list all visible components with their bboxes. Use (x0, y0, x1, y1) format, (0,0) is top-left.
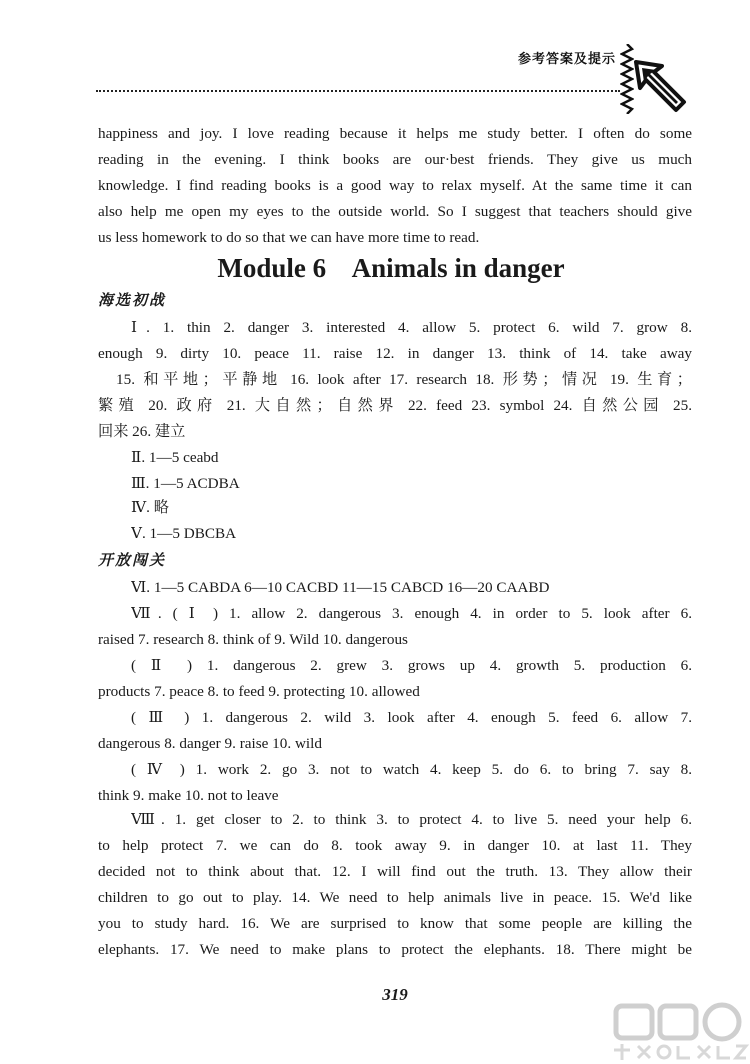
answer-line: Ⅵ. 1—5 CABDA 6—10 CACBD 11—15 CABCD 16—20 CAABD (131, 579, 550, 596)
page-number: 319 (382, 985, 408, 1004)
module-title: Module 6 Animals in danger (217, 253, 565, 283)
answer-line: enough 9. dirty 10. peace 11. raise 12. in danger 13. think of 14. take away (98, 345, 692, 362)
intro-line: happiness and joy. I love reading because it helps me study better. I often do some (98, 125, 692, 142)
answer-line: Ⅷ. 1. get closer to 2. to think 3. to protect 4. to live 5. need your help 6. (131, 811, 692, 828)
intro-line: us less homework to do so that we can have more time to read. (98, 229, 480, 246)
intro-line: also help me open my eyes to the outside world. So I suggest that teachers should give (98, 203, 692, 220)
answer-line: Ⅴ. 1—5 DBCBA (131, 525, 237, 542)
answer-line: you to study hard. 16. We are surprised to know that some people are killing the (98, 915, 692, 932)
answer-line: think 9. make 10. not to leave (98, 787, 279, 804)
answer-line: children to go out to play. 14. We need to help animals live in peace. 15. We'd like (98, 889, 692, 906)
intro-line: reading in the evening. I think books are our·best friends. They give us much (98, 151, 692, 168)
answer-line: decided not to think about that. 12. I will find out the truth. 13. They allow their (98, 863, 692, 880)
answer-line: products 7. peace 8. to feed 9. protecting 10. allowed (98, 683, 420, 700)
section-title: 海选初战 (98, 291, 167, 309)
header-dotted-rule (96, 90, 620, 92)
answer-line: raised 7. research 8. think of 9. Wild 10. dangerous (98, 631, 408, 648)
answer-line: ( Ⅱ ) 1. dangerous 2. grew 3. grows up 4. growth 5. production 6. (131, 657, 692, 674)
watermark-logo (610, 1000, 750, 1064)
answer-line: 回来 26. 建立 (98, 423, 186, 440)
answer-line: Ⅲ. 1—5 ACDBA (131, 475, 240, 492)
answer-line: Ⅶ. ( Ⅰ ) 1. allow 2. dangerous 3. enough 4. in order to 5. look after 6. (131, 605, 692, 622)
answer-line: ( Ⅲ ) 1. dangerous 2. wild 3. look after 4. enough 5. feed 6. allow 7. (131, 709, 692, 726)
answer-line: to help protect 7. we can do 8. took away 9. in danger 10. at last 11. They (98, 837, 692, 854)
answer-line: dangerous 8. danger 9. raise 10. wild (98, 735, 322, 752)
answer-line: Ⅱ. 1—5 ceabd (131, 449, 219, 466)
header-label: 参考答案及提示 (517, 52, 616, 67)
answer-line: ( Ⅳ ) 1. work 2. go 3. not to watch 4. keep 5. do 6. to bring 7. say 8. (131, 761, 692, 778)
arrow-icon (632, 58, 688, 114)
section-title: 开放闯关 (98, 551, 167, 569)
answer-line: Ⅳ. 略 (131, 499, 169, 516)
answer-line: 繁殖 20. 政府 21. 大自然；自然界 22. feed 23. symbol 24. 自然公园 25. (98, 397, 692, 414)
answer-line: elephants. 17. We need to make plans to protect the elephants. 18. There might be (98, 941, 692, 958)
answer-line: Ⅰ. 1. thin 2. danger 3. interested 4. allow 5. protect 6. wild 7. grow 8. (131, 319, 692, 336)
intro-line: knowledge. I find reading books is a good way to relax myself. At the same time it can (98, 177, 692, 194)
answer-line: 15. 和平地；平静地 16. look after 17. research 18. 形势；情况 19. 生育； (116, 371, 692, 388)
